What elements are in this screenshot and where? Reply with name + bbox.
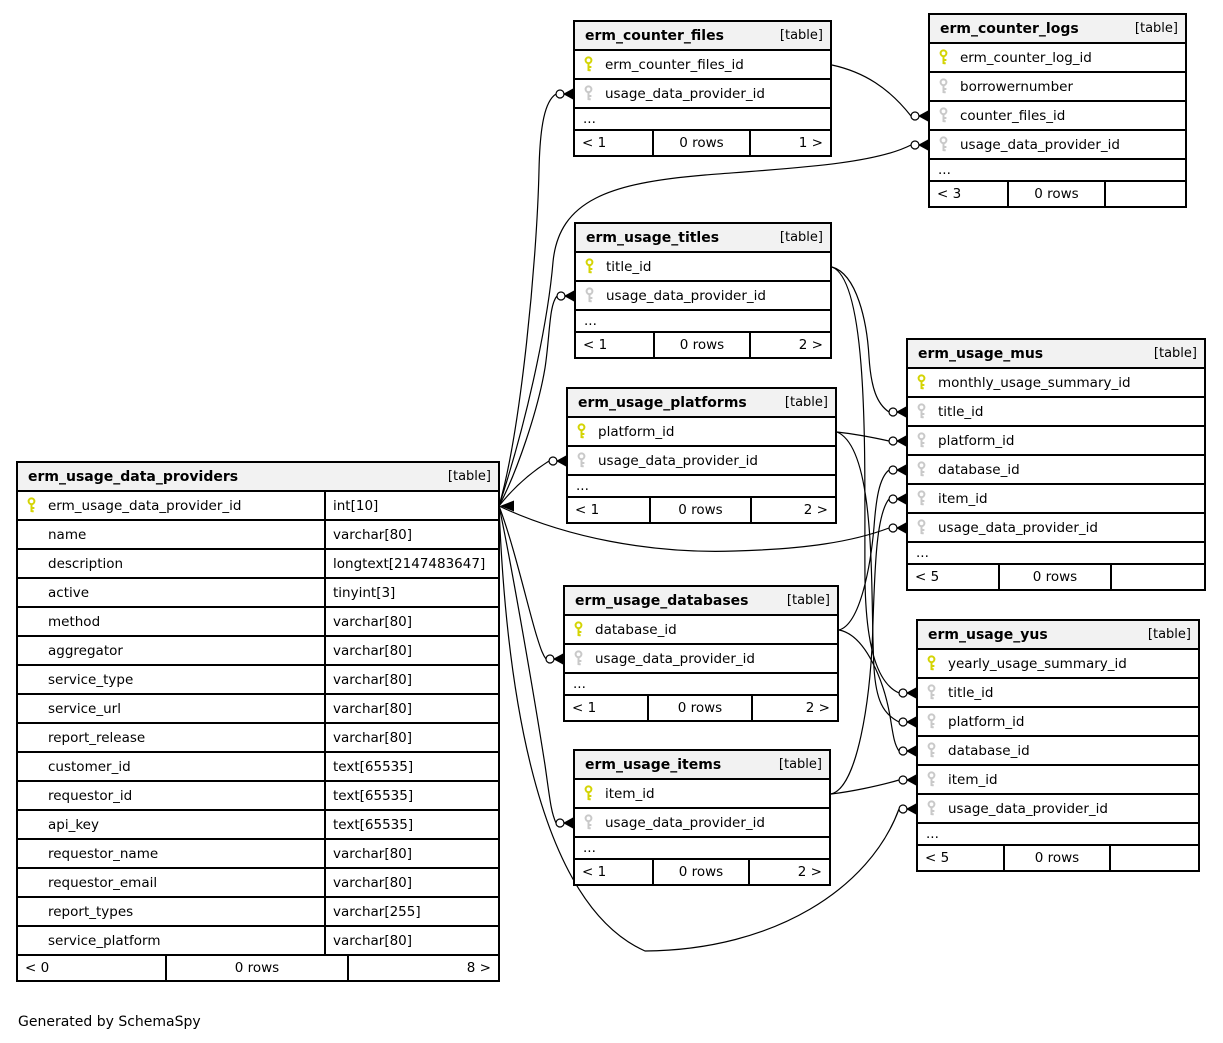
- column-row-platform_id: [908, 427, 1204, 456]
- column-name: platform_id: [598, 423, 675, 440]
- zero-or-many-circle-icon: [549, 457, 557, 465]
- column-name: api_key: [48, 816, 99, 833]
- column-name: usage_data_provider_id: [595, 650, 755, 667]
- column-name: description: [48, 555, 124, 572]
- table-header: [18, 463, 498, 492]
- column-type: varchar[80]: [333, 700, 413, 717]
- column-type: varchar[255]: [333, 903, 421, 920]
- zero-or-many-circle-icon: [899, 747, 907, 755]
- table-tag: [table]: [1147, 627, 1191, 642]
- column-name: service_platform: [48, 932, 161, 949]
- relationship-line: [832, 65, 911, 116]
- column-row-database_id: [918, 737, 1198, 766]
- zero-or-many-circle-icon: [899, 718, 907, 726]
- column-row-item_id: [918, 766, 1198, 795]
- column-row-api_key: [18, 811, 498, 840]
- foreign-key-icon: [926, 800, 937, 817]
- table-tag: [table]: [779, 230, 823, 245]
- parents-count[interactable]: < 5: [908, 565, 1000, 589]
- table-tag: [table]: [784, 395, 828, 410]
- table-header: [565, 587, 837, 616]
- foreign-key-icon: [916, 461, 927, 478]
- column-name: database_id: [595, 621, 677, 638]
- column-name: item_id: [948, 771, 998, 788]
- table-erm_usage_titles[interactable]: [574, 222, 832, 359]
- foreign-key-icon: [926, 713, 937, 730]
- ellipsis-row: ...: [565, 674, 837, 696]
- column-name: report_types: [48, 903, 134, 920]
- column-type: varchar[80]: [333, 526, 413, 543]
- zero-or-many-circle-icon: [911, 112, 919, 120]
- column-row-report_types: [18, 898, 498, 927]
- relationship-line: [837, 432, 889, 441]
- column-name: title_id: [938, 403, 984, 420]
- zero-or-many-circle-icon: [889, 437, 897, 445]
- column-name: usage_data_provider_id: [606, 287, 766, 304]
- zero-or-many-circle-icon: [556, 90, 564, 98]
- column-type: int[10]: [333, 497, 379, 514]
- column-name: usage_data_provider_id: [605, 814, 765, 831]
- table-title[interactable]: erm_usage_yus: [928, 626, 1048, 643]
- table-footer: [18, 956, 498, 980]
- ellipsis-row: ...: [576, 311, 830, 333]
- foreign-key-icon: [938, 78, 949, 95]
- foreign-key-icon: [583, 814, 594, 831]
- column-type: varchar[80]: [333, 845, 413, 862]
- table-erm_usage_mus[interactable]: [906, 338, 1206, 591]
- zero-or-many-circle-icon: [899, 776, 907, 784]
- column-row-database_id: [565, 616, 837, 645]
- relationship-line: [499, 94, 556, 506]
- zero-or-many-circle-icon: [889, 466, 897, 474]
- table-header: [575, 751, 829, 780]
- row-count: 0 rows: [1005, 846, 1111, 870]
- primary-key-icon: [573, 621, 584, 638]
- relationship-erm_usage_data_providers.erm_usage_data_provider_id-to-erm_usage_items.usage_data_provider_id: [499, 506, 573, 829]
- table-title[interactable]: erm_counter_files: [585, 27, 724, 44]
- table-footer: [576, 333, 830, 357]
- column-row-erm_usage_data_provider_id: [18, 492, 498, 521]
- column-name: usage_data_provider_id: [598, 452, 758, 469]
- column-name: requestor_email: [48, 874, 158, 891]
- column-row-service_type: [18, 666, 498, 695]
- relationship-erm_counter_files.erm_counter_files_id-to-erm_counter_logs.counter_files_id: [832, 65, 928, 122]
- column-name: requestor_id: [48, 787, 133, 804]
- table-tag: [table]: [778, 757, 822, 772]
- column-row-usage_data_provider_id: [568, 447, 835, 476]
- column-type: tinyint[3]: [333, 584, 396, 601]
- column-name: counter_files_id: [960, 107, 1066, 124]
- table-tag: [table]: [1134, 21, 1178, 36]
- foreign-key-icon: [938, 136, 949, 153]
- table-erm_counter_files[interactable]: [573, 20, 832, 157]
- column-row-requestor_name: [18, 840, 498, 869]
- column-name: method: [48, 613, 101, 630]
- column-type: longtext[2147483647]: [333, 555, 486, 572]
- ellipsis-row: ...: [930, 160, 1185, 182]
- foreign-key-icon: [916, 403, 927, 420]
- primary-key-icon: [583, 785, 594, 802]
- primary-key-icon: [583, 56, 594, 73]
- foreign-key-icon: [573, 650, 584, 667]
- relationship-line: [839, 630, 899, 751]
- foreign-key-icon: [916, 519, 927, 536]
- row-count: 0 rows: [1000, 565, 1112, 589]
- zero-or-many-circle-icon: [556, 819, 564, 827]
- children-count[interactable]: 1 >: [798, 135, 823, 151]
- primary-key-icon: [926, 655, 937, 672]
- column-row-usage_data_provider_id: [576, 282, 830, 311]
- relationship-line: [832, 267, 889, 412]
- column-row-requestor_email: [18, 869, 498, 898]
- foreign-key-icon: [926, 684, 937, 701]
- column-name: report_release: [48, 729, 146, 746]
- column-name: usage_data_provider_id: [938, 519, 1098, 536]
- foreign-key-icon: [916, 490, 927, 507]
- table-footer: [918, 846, 1198, 870]
- relationship-erm_usage_titles.title_id-to-erm_usage_yus.title_id: [832, 267, 916, 699]
- parents-count[interactable]: < 5: [918, 846, 1005, 870]
- children-count[interactable]: 2 >: [803, 502, 828, 518]
- ellipsis-row: ...: [908, 543, 1204, 565]
- relationship-erm_usage_items.item_id-to-erm_usage_mus.item_id: [831, 494, 906, 795]
- primary-key-icon: [938, 49, 949, 66]
- column-type: varchar[80]: [333, 671, 413, 688]
- column-name: erm_counter_log_id: [960, 49, 1092, 66]
- table-footer: [908, 565, 1204, 589]
- row-count: 0 rows: [651, 498, 752, 522]
- children-count[interactable]: [1111, 846, 1198, 870]
- children-count[interactable]: 8 >: [466, 960, 491, 976]
- column-row-yearly_usage_summary_id: [918, 650, 1198, 679]
- children-count[interactable]: 2 >: [805, 700, 830, 716]
- table-title[interactable]: erm_usage_data_providers: [28, 468, 239, 485]
- column-name: item_id: [938, 490, 988, 507]
- primary-key-icon: [584, 258, 595, 275]
- column-row-borrowernumber: [930, 73, 1185, 102]
- relationship-erm_usage_data_providers.erm_usage_data_provider_id-to-erm_usage_titles.usage_data_provider_id: [499, 291, 574, 507]
- table-footer: [575, 860, 829, 884]
- column-row-platform_id: [568, 418, 835, 447]
- zero-or-many-circle-icon: [889, 524, 897, 532]
- column-type: text[65535]: [333, 787, 414, 804]
- column-row-usage_data_provider_id: [918, 795, 1198, 824]
- column-row-customer_id: [18, 753, 498, 782]
- foreign-key-icon: [583, 85, 594, 102]
- primary-key-icon: [26, 497, 37, 514]
- table-tag: [table]: [779, 28, 823, 43]
- parents-count[interactable]: < 1: [575, 860, 654, 884]
- column-type: varchar[80]: [333, 642, 413, 659]
- table-title[interactable]: erm_usage_mus: [918, 345, 1044, 362]
- column-row-item_id: [908, 485, 1204, 514]
- foreign-key-icon: [576, 452, 587, 469]
- column-name: service_type: [48, 671, 134, 688]
- table-header: [575, 22, 830, 51]
- column-row-counter_files_id: [930, 102, 1185, 131]
- table-erm_usage_items[interactable]: [573, 749, 831, 886]
- column-type: varchar[80]: [333, 613, 413, 630]
- table-title[interactable]: erm_counter_logs: [940, 20, 1079, 37]
- table-footer: [930, 182, 1185, 206]
- table-title[interactable]: erm_usage_platforms: [578, 394, 747, 411]
- foreign-key-icon: [584, 287, 595, 304]
- column-name: usage_data_provider_id: [605, 85, 765, 102]
- table-header: [568, 389, 835, 418]
- column-name: aggregator: [48, 642, 123, 659]
- foreign-key-icon: [916, 432, 927, 449]
- table-tag: [table]: [786, 593, 830, 608]
- column-row-database_id: [908, 456, 1204, 485]
- column-row-aggregator: [18, 637, 498, 666]
- zero-or-many-circle-icon: [546, 655, 554, 663]
- column-type: varchar[80]: [333, 729, 413, 746]
- table-erm_counter_logs[interactable]: [928, 13, 1187, 208]
- zero-or-many-circle-icon: [899, 805, 907, 813]
- primary-key-icon: [916, 374, 927, 391]
- zero-or-many-circle-icon: [557, 292, 565, 300]
- column-name: active: [48, 584, 90, 601]
- children-count[interactable]: [1106, 182, 1185, 206]
- column-name: database_id: [948, 742, 1030, 759]
- table-erm_usage_data_providers[interactable]: [16, 461, 500, 982]
- column-name: borrowernumber: [960, 78, 1074, 95]
- column-row-erm_counter_log_id: [930, 44, 1185, 73]
- column-row-service_platform: [18, 927, 498, 956]
- parents-count[interactable]: < 1: [565, 696, 649, 720]
- column-type: varchar[80]: [333, 932, 413, 949]
- parents-count[interactable]: < 1: [568, 498, 651, 522]
- table-footer: [568, 498, 835, 522]
- column-row-description: [18, 550, 498, 579]
- table-footer: [565, 696, 837, 720]
- zero-or-many-circle-icon: [889, 408, 897, 416]
- column-name: database_id: [938, 461, 1020, 478]
- column-name: service_url: [48, 700, 121, 717]
- table-erm_usage_databases[interactable]: [563, 585, 839, 722]
- relationship-erm_usage_titles.title_id-to-erm_usage_mus.title_id: [832, 267, 906, 418]
- relationship-line: [499, 506, 546, 659]
- column-name: erm_usage_data_provider_id: [48, 497, 242, 514]
- column-row-platform_id: [918, 708, 1198, 737]
- children-count[interactable]: 2 >: [797, 864, 822, 880]
- relationship-line: [839, 470, 889, 630]
- children-count[interactable]: [1112, 565, 1204, 589]
- column-type: text[65535]: [333, 816, 414, 833]
- parents-count[interactable]: < 3: [930, 182, 1009, 206]
- row-count: 0 rows: [655, 333, 752, 357]
- table-erm_usage_yus[interactable]: [916, 619, 1200, 872]
- relationship-erm_usage_platforms.platform_id-to-erm_usage_yus.platform_id: [837, 432, 916, 728]
- column-row-usage_data_provider_id: [565, 645, 837, 674]
- column-name: yearly_usage_summary_id: [948, 655, 1127, 672]
- column-name: platform_id: [948, 713, 1025, 730]
- column-row-monthly_usage_summary_id: [908, 369, 1204, 398]
- column-row-title_id: [576, 253, 830, 282]
- table-erm_usage_platforms[interactable]: [566, 387, 837, 524]
- row-count: 0 rows: [167, 956, 349, 980]
- table-tag: [table]: [447, 469, 491, 484]
- primary-key-icon: [576, 423, 587, 440]
- table-header: [918, 621, 1198, 650]
- column-name: usage_data_provider_id: [960, 136, 1120, 153]
- zero-or-many-circle-icon: [899, 689, 907, 697]
- ellipsis-row: ...: [918, 824, 1198, 846]
- zero-or-many-circle-icon: [911, 141, 919, 149]
- column-name: platform_id: [938, 432, 1015, 449]
- column-name: requestor_name: [48, 845, 159, 862]
- table-header: [576, 224, 830, 253]
- column-row-report_release: [18, 724, 498, 753]
- ellipsis-row: ...: [575, 109, 830, 131]
- row-count: 0 rows: [654, 860, 751, 884]
- column-row-usage_data_provider_id: [908, 514, 1204, 543]
- ellipsis-row: ...: [575, 838, 829, 860]
- column-row-name: [18, 521, 498, 550]
- column-row-active: [18, 579, 498, 608]
- column-row-title_id: [918, 679, 1198, 708]
- column-name: title_id: [948, 684, 994, 701]
- column-type: varchar[80]: [333, 874, 413, 891]
- column-name: monthly_usage_summary_id: [938, 374, 1131, 391]
- relationship-erm_usage_platforms.platform_id-to-erm_usage_mus.platform_id: [837, 432, 906, 447]
- table-title[interactable]: erm_usage_items: [585, 756, 722, 773]
- relationship-line: [837, 432, 899, 722]
- table-footer: [575, 131, 830, 155]
- column-row-erm_counter_files_id: [575, 51, 830, 80]
- column-row-usage_data_provider_id: [575, 80, 830, 109]
- column-row-usage_data_provider_id: [930, 131, 1185, 160]
- generated-by-note: Generated by SchemaSpy: [18, 1014, 201, 1030]
- foreign-key-icon: [938, 107, 949, 124]
- foreign-key-icon: [926, 742, 937, 759]
- zero-or-many-circle-icon: [889, 495, 897, 503]
- parents-count[interactable]: < 0: [18, 956, 167, 980]
- relationship-line: [499, 506, 556, 823]
- table-title[interactable]: erm_usage_databases: [575, 592, 749, 609]
- children-count[interactable]: 2 >: [798, 337, 823, 353]
- foreign-key-icon: [926, 771, 937, 788]
- column-row-method: [18, 608, 498, 637]
- table-title[interactable]: erm_usage_titles: [586, 229, 720, 246]
- relationship-line: [831, 499, 889, 794]
- column-row-requestor_id: [18, 782, 498, 811]
- column-name: customer_id: [48, 758, 131, 775]
- table-tag: [table]: [1153, 346, 1197, 361]
- row-count: 0 rows: [1009, 182, 1106, 206]
- table-header: [908, 340, 1204, 369]
- column-row-service_url: [18, 695, 498, 724]
- table-header: [930, 15, 1185, 44]
- column-row-item_id: [575, 780, 829, 809]
- column-name: usage_data_provider_id: [948, 800, 1108, 817]
- row-count: 0 rows: [654, 131, 751, 155]
- column-row-title_id: [908, 398, 1204, 427]
- column-name: name: [48, 526, 87, 543]
- column-name: erm_counter_files_id: [605, 56, 744, 73]
- row-count: 0 rows: [649, 696, 752, 720]
- parents-count[interactable]: < 1: [575, 131, 654, 155]
- parents-count[interactable]: < 1: [576, 333, 655, 357]
- column-name: title_id: [606, 258, 652, 275]
- column-row-usage_data_provider_id: [575, 809, 829, 838]
- ellipsis-row: ...: [568, 476, 835, 498]
- column-type: text[65535]: [333, 758, 414, 775]
- column-name: item_id: [605, 785, 655, 802]
